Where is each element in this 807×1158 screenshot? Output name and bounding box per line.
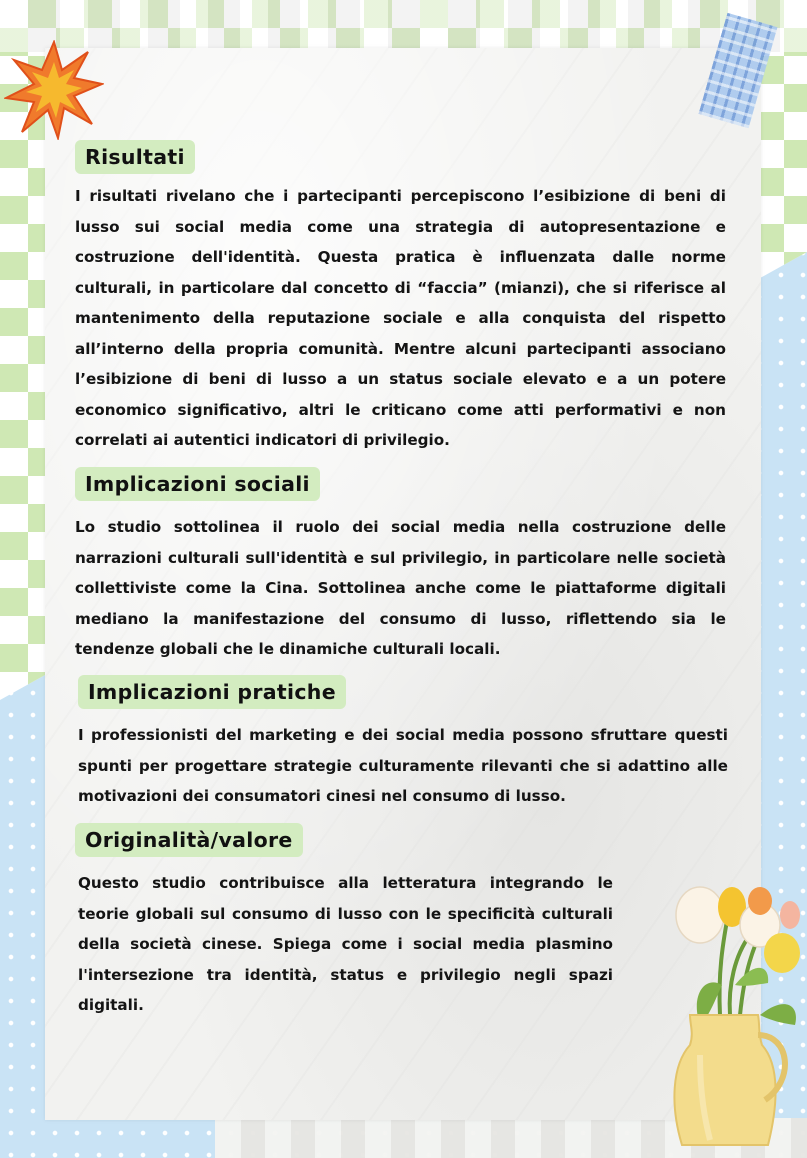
section-heading-implicazioni-pratiche: Implicazioni pratiche: [78, 675, 346, 709]
section-heading-implicazioni-sociali: Implicazioni sociali: [75, 467, 320, 501]
newspaper-strip-top: [0, 0, 807, 52]
section-body-originalita-valore: Questo studio contribuisce alla letteratura integrando le teorie globali sul consumo di lusso con le specificità culturali della società cinese. Spiega come i social media plasmino l'intersezione tra identità, status e privilegio negli spazi digitali.: [78, 874, 613, 1014]
section-body-risultati: I risultati rivelano che i partecipanti percepiscono l’esibizione di beni di lusso sui social media come una strategia di autopresentazione e costruzione dell'identità. Questa pratica è influenzata dalle norme culturali, in particolare dal concetto di “faccia” (mianzi), che si riferisce al mantenimento della reputazione sociale e alla conquista del rispetto all’interno della propria comunità. Mentre alcuni partecipanti associano l’esibizione di beni di lusso a un status sociale elevato e a un potere economico significativo, altri le criticano come atti performativi e non correlati ai autentici indicatori di privilegio.: [75, 187, 726, 449]
starburst-icon: [4, 40, 104, 140]
section-body-implicazioni-pratiche: I professionisti del marketing e dei social media possono sfruttare questi spunti per progettare strategie culturamente rilevanti che si adattino alle motivazioni dei consumatori cinesi nel consumo di lusso.: [78, 726, 728, 805]
section-heading-originalita-valore: Originalità/valore: [75, 823, 303, 857]
flower-vase-icon: [660, 865, 807, 1150]
section-body-implicazioni-sociali: Lo studio sottolinea il ruolo dei social media nella costruzione delle narrazioni culturali sull'identità e sul privilegio, in particolare nelle società collettiviste come la Cina. Sottolinea anche come le piattaforme digitali mediano la manifestazione del consumo di lusso, riflettendo sia le tendenze globali che le dinamiche culturali locali.: [75, 518, 726, 658]
section-heading-risultati: Risultati: [75, 140, 195, 174]
